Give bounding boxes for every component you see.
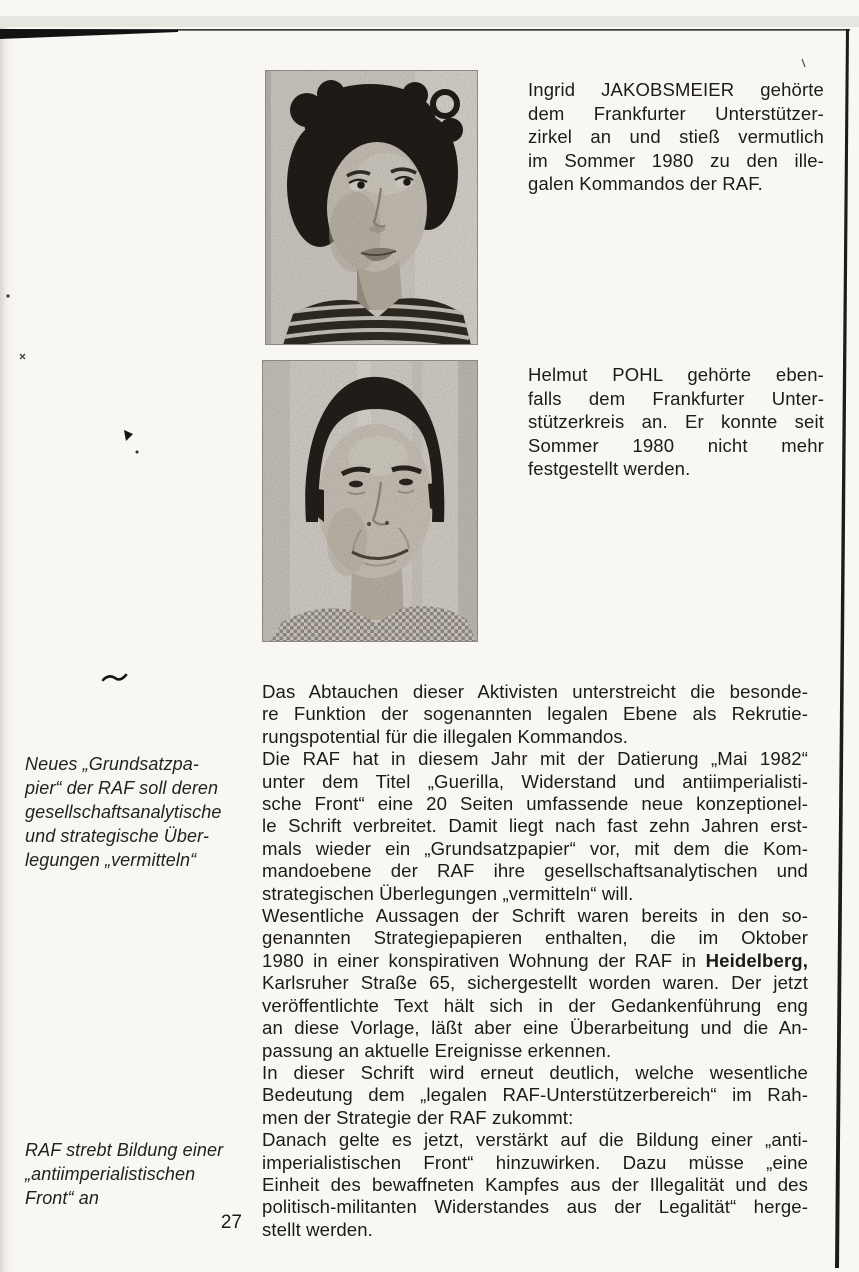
text-line: festgestellt werden.	[528, 458, 691, 479]
text-line: unter dem Titel „Guerilla, Widerstand und antiimperialisti-	[262, 770, 808, 792]
paragraph-strategiepapiere	[262, 905, 808, 1062]
text-line: Karlsruher Straße 65, sichergestellt worden waren. Der jetzt	[262, 972, 808, 994]
text-line: strategischen Überlegungen „vermitteln“ will.	[262, 882, 634, 904]
ink-squiggle-mark	[103, 675, 126, 680]
text-line: und strategische Über-	[25, 826, 209, 846]
text-line: „antiimperialistischen	[25, 1164, 196, 1184]
top-left-ink-wedge	[0, 29, 178, 39]
photo-ingrid-jakobsmeier	[265, 70, 478, 345]
photo-helmut-pohl	[262, 360, 478, 642]
portrait-woman-photo	[265, 70, 478, 345]
paragraph-grundsatzpapier	[262, 748, 808, 905]
text-line: re Funktion der sogenannten legalen Ebene als Rekrutie-	[262, 703, 808, 725]
text-line: genannten Strategiepapieren enthalten, die im Oktober	[262, 927, 808, 949]
text-line: le Schrift verbreitet. Damit liegt nach fast zehn Jahren erst-	[262, 815, 808, 837]
ink-mark-triangle	[124, 430, 133, 441]
caption-helmut-pohl	[528, 363, 824, 481]
margin-note-antiimperialistische-front	[25, 1138, 263, 1210]
portrait-man-photo	[262, 360, 478, 642]
scan-left-shadow	[0, 27, 14, 1272]
text-line: an diese Vorlage, läßt aber eine Überarbeitung und die An-	[262, 1017, 808, 1039]
text-line: politisch-militanten Widerstandes aus der Legalität“ herge-	[262, 1196, 808, 1218]
text-line: mandoebene der RAF ihre gesellschaftsanalytischen und	[262, 860, 808, 882]
text-line: stellt werden.	[262, 1218, 373, 1240]
text-line: passung an aktuelle Ereignisse erkennen.	[262, 1039, 612, 1061]
text-line: im Sommer 1980 zu den ille-	[528, 149, 824, 171]
ink-speck-dot	[6, 294, 9, 297]
text-line: 1980 in einer konspirativen Wohnung der RAF in Heidelberg,	[262, 949, 808, 971]
text-line: men der Strategie der RAF zukommt:	[262, 1106, 574, 1128]
text-line: falls dem Frankfurter Unter-	[528, 387, 824, 409]
page-right-border	[835, 29, 849, 1268]
paragraph-front	[262, 1129, 808, 1241]
text-line: dem Frankfurter Unterstützer-	[528, 102, 824, 124]
ink-speck-small	[136, 451, 139, 454]
text-line: Wesentliche Aussagen der Schrift waren bereits in den so-	[262, 905, 808, 927]
text-line: legungen „vermitteln“	[25, 850, 197, 870]
ink-speck-tick	[802, 59, 805, 67]
ink-speck-cross	[20, 354, 25, 359]
page-top-border	[0, 29, 850, 31]
text-line: Danach gelte es jetzt, verstärkt auf die Bildung einer „anti-	[262, 1129, 808, 1151]
text-line: Einheit des bewaffneten Kampfes aus der Illegalität und des	[262, 1173, 808, 1195]
text-line: gesellschaftsanalytische	[25, 802, 222, 822]
text-line: In dieser Schrift wird erneut deutlich, welche wesentliche	[262, 1061, 808, 1083]
text-line: Front“ an	[25, 1188, 99, 1208]
text-line: Ingrid JAKOBSMEIER gehörte	[528, 79, 824, 100]
text-line: pier“ der RAF soll deren	[25, 778, 219, 798]
text-line: Helmut POHL gehörte eben-	[528, 364, 824, 385]
text-line: sche Front“ eine 20 Seiten umfassende neue konzeptionel-	[262, 793, 808, 815]
text-line: veröffentlichte Text hält sich in der Gedankenführung eng	[262, 994, 808, 1016]
text-line: Die RAF hat in diesem Jahr mit der Datierung „Mai 1982“	[262, 748, 808, 770]
caption-ingrid-jakobsmeier	[528, 78, 824, 196]
scan-top-band	[0, 16, 859, 27]
text-line: galen Kommandos der RAF.	[528, 173, 763, 194]
text-line: Neues „Grundsatzpa-	[25, 754, 199, 774]
text-line: rungspotential für die illegalen Kommandos.	[262, 725, 629, 747]
margin-note-grundsatzpapier	[25, 752, 263, 872]
text-line: Bedeutung dem „legalen RAF-Unterstützerbereich“ im Rah-	[262, 1084, 808, 1106]
text-line: Sommer 1980 nicht mehr	[528, 434, 824, 456]
paragraph-bedeutung	[262, 1062, 808, 1129]
text-line: imperialistischen Front“ hinzuwirken. Dazu müsse „eine	[262, 1151, 808, 1173]
body-text	[262, 681, 808, 1241]
page-number: 27	[220, 1212, 242, 1233]
text-line: Das Abtauchen dieser Aktivisten unterstreicht die besonde-	[262, 681, 808, 702]
text-line: stützerkreis an. Er konnte seit	[528, 411, 824, 432]
text-line: mals wieder ein „Grundsatzpapier“ vor, mit dem die Kom-	[262, 837, 808, 859]
paragraph-abtauchen	[262, 681, 808, 748]
text-line: RAF strebt Bildung einer	[25, 1140, 224, 1160]
text-line: zirkel an und stieß vermutlich	[528, 126, 824, 147]
